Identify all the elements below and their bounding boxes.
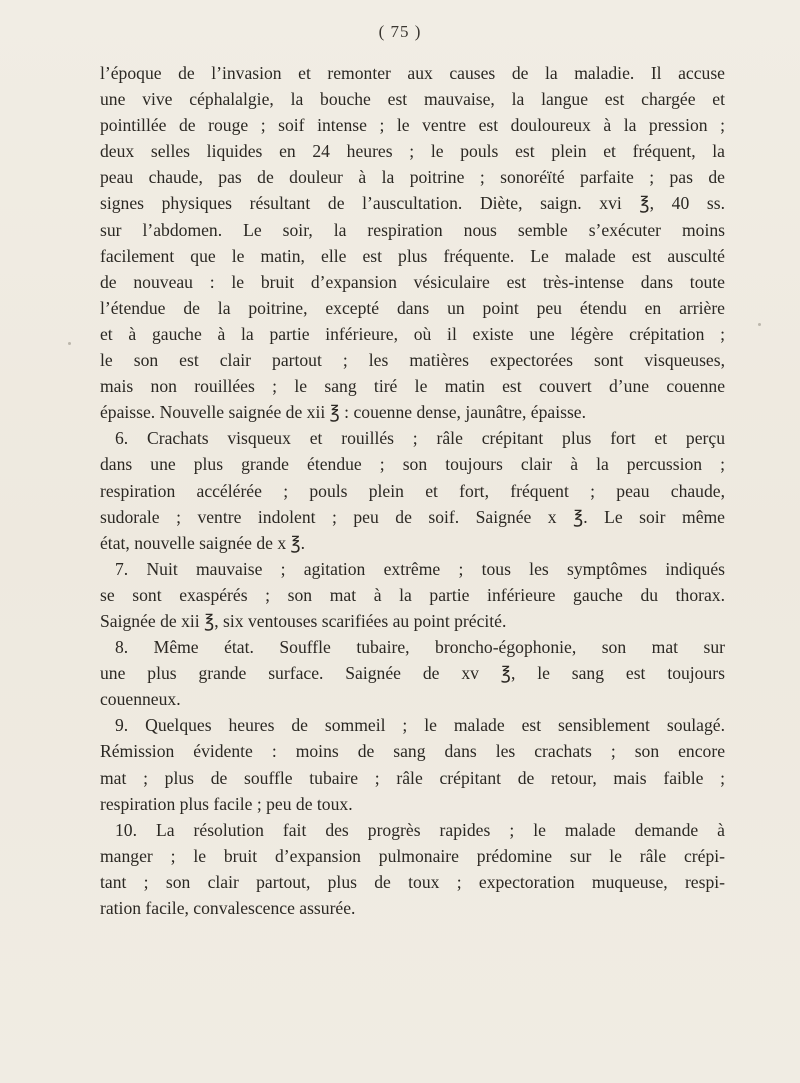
text-line: mat ; plus de souffle tubaire ; râle crépitant de retour, mais faible ; (100, 767, 725, 788)
text-line: signes physiques résultant de l’auscultation. Diète, saign. xvi ℥, 40 ss. (100, 193, 725, 214)
text-line: une vive céphalalgie, la bouche est mauvaise, la langue est chargée et (100, 89, 725, 110)
body-text (100, 60, 725, 921)
text-line: de nouveau : le bruit d’expansion vésiculaire est très-intense dans toute (100, 271, 725, 292)
text-line: se sont exaspérés ; son mat à la partie inférieure gauche du thorax. (100, 584, 725, 605)
text-line: mais non rouillées ; le sang tiré le matin est couvert d’une couenne (100, 376, 725, 397)
page-number: ( 75 ) (378, 22, 422, 41)
text-line: 9. Quelques heures de sommeil ; le malade est sensiblement soulagé. (115, 715, 725, 736)
text-line: manger ; le bruit d’expansion pulmonaire prédomine sur le râle crépi- (100, 845, 725, 866)
text-line: ration facile, convalescence assurée. (100, 898, 356, 918)
text-line: 10. La résolution fait des progrès rapides ; le malade demande à (115, 819, 725, 840)
text-line: l’époque de l’invasion et remonter aux causes de la maladie. Il accuse (100, 63, 725, 83)
text-line: Rémission évidente : moins de sang dans les crachats ; son encore (100, 741, 725, 762)
text-line: épaisse. Nouvelle saignée de xii ℥ : couenne dense, jaunâtre, épaisse. (100, 402, 586, 423)
text-line: l’étendue de la poitrine, excepté dans un point peu étendu en arrière (100, 297, 725, 318)
text-line: tant ; son clair partout, plus de toux ; expectoration muqueuse, respi- (100, 871, 725, 892)
text-line: 8. Même état. Souffle tubaire, broncho-égophonie, son mat sur (115, 637, 725, 658)
text-line: dans une plus grande étendue ; son toujours clair à la percussion ; (100, 454, 725, 475)
text-line: et à gauche à la partie inférieure, où il existe une légère crépitation ; (100, 323, 725, 344)
text-line: 7. Nuit mauvaise ; agitation extrême ; tous les symptômes indiqués (115, 558, 725, 579)
text-line: peau chaude, pas de douleur à la poitrine ; sonoréïté parfaite ; pas de (100, 167, 725, 188)
text-line: sudorale ; ventre indolent ; peu de soif. Saignée x ℥. Le soir même (100, 506, 725, 527)
text-line: facilement que le matin, elle est plus fréquente. Le malade est ausculté (100, 245, 725, 266)
text-line: respiration accélérée ; pouls plein et fort, fréquent ; peau chaude, (100, 480, 725, 501)
text-line: le son est clair partout ; les matières expectorées sont visqueuses, (100, 350, 725, 371)
margin-speck (68, 342, 71, 345)
text-line: une plus grande surface. Saignée de xv ℥, le sang est toujours (100, 663, 725, 684)
text-line: état, nouvelle saignée de x ℥. (100, 532, 306, 553)
text-line: pointillée de rouge ; soif intense ; le ventre est douloureux à la pression ; (100, 115, 725, 136)
text-line: 6. Crachats visqueux et rouillés ; râle crépitant plus fort et perçu (115, 428, 725, 449)
text-line: Saignée de xii ℥, six ventouses scarifiées au point précité. (100, 610, 507, 631)
text-line: sur l’abdomen. Le soir, la respiration nous semble s’exécuter moins (100, 219, 725, 240)
text-line: respiration plus facile ; peu de toux. (100, 793, 353, 814)
margin-speck (758, 323, 761, 326)
text-line: couenneux. (100, 689, 181, 710)
text-line: deux selles liquides en 24 heures ; le pouls est plein et fréquent, la (100, 141, 725, 162)
